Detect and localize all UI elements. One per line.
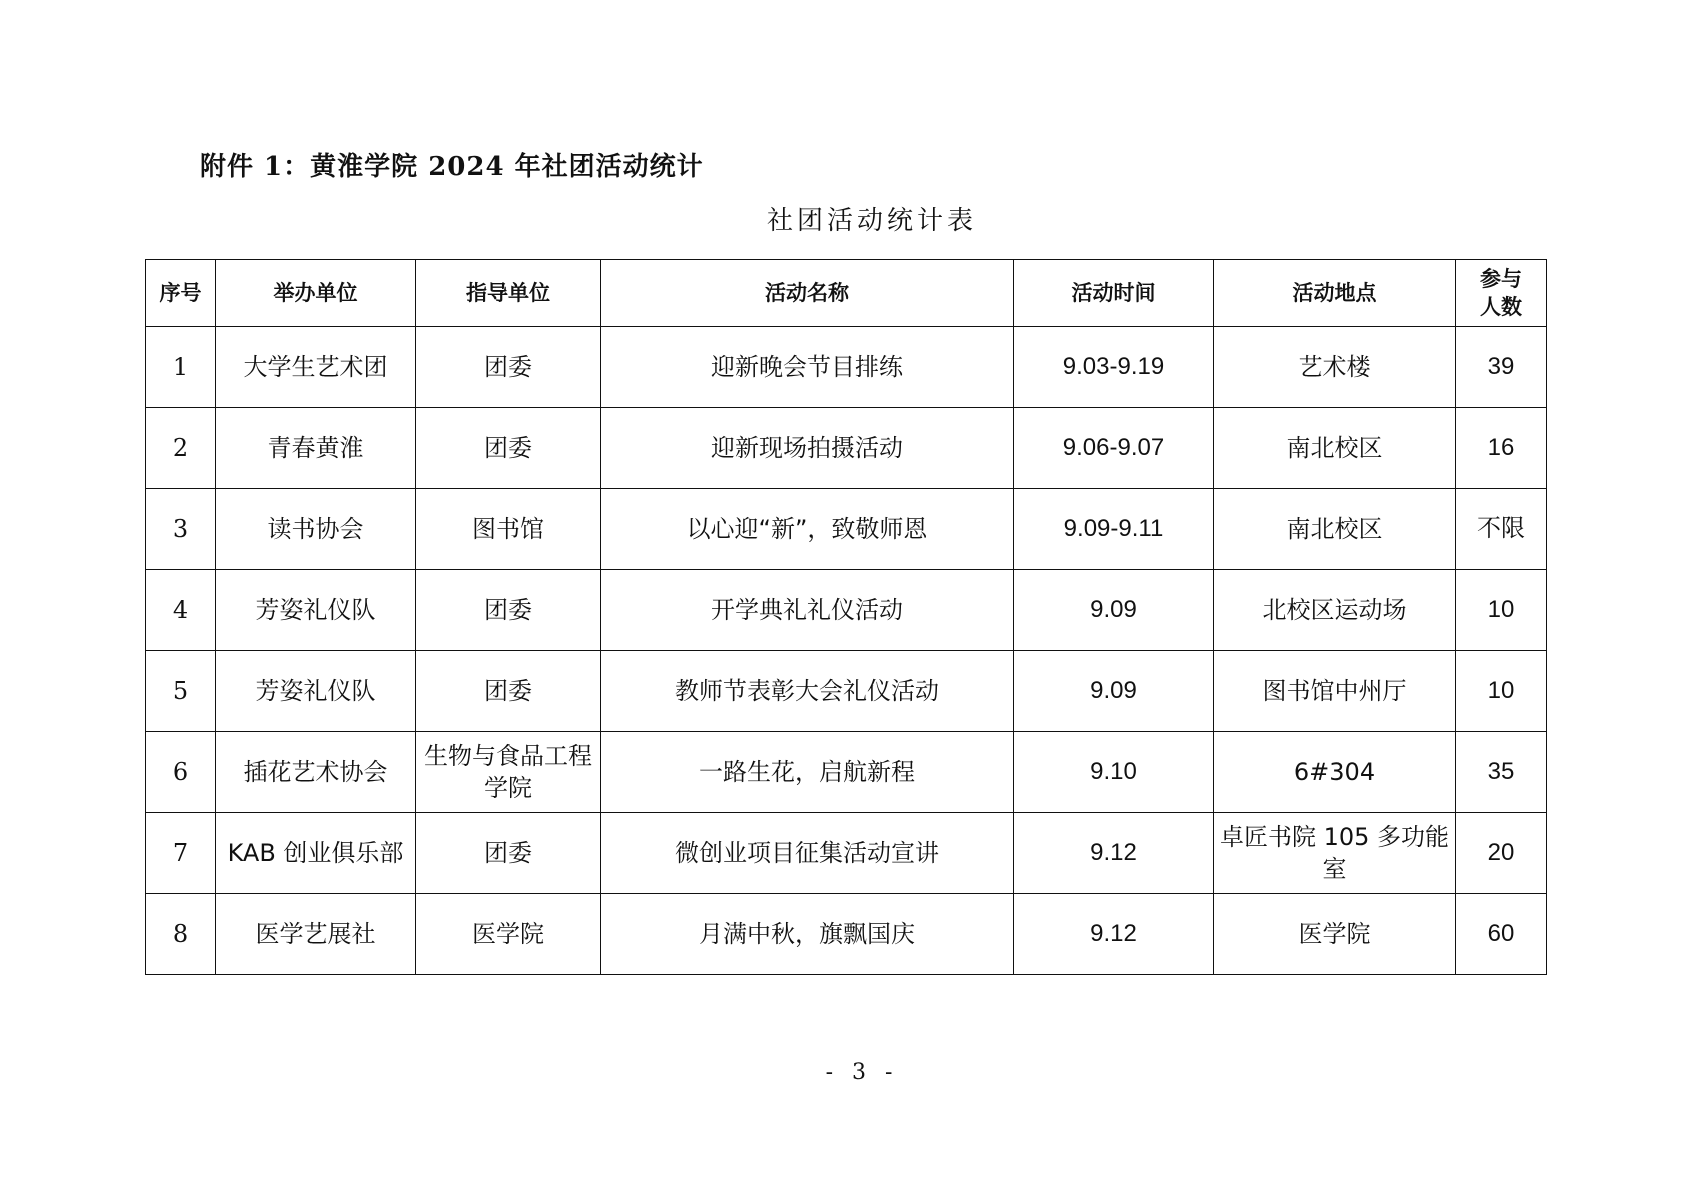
cell-index: 6 xyxy=(146,732,216,813)
cell-activity-name: 迎新晚会节目排练 xyxy=(601,327,1014,408)
col-header-activity-time: 活动时间 xyxy=(1014,260,1214,327)
cell-participants: 35 xyxy=(1456,732,1547,813)
table-header-row xyxy=(146,260,1547,327)
cell-activity-time: 9.10 xyxy=(1014,732,1214,813)
cell-activity-location: 医学院 xyxy=(1214,894,1456,975)
cell-supervisor: 团委 xyxy=(416,408,601,489)
page-number: - 3 - xyxy=(825,1060,899,1085)
cell-activity-time: 9.03-9.19 xyxy=(1014,327,1214,408)
cell-organizer: 大学生艺术团 xyxy=(216,327,416,408)
cell-supervisor: 生物与食品工程学院 xyxy=(416,732,601,813)
cell-activity-name: 以心迎“新”，致敬师恩 xyxy=(601,489,1014,570)
cell-activity-location: 南北校区 xyxy=(1214,489,1456,570)
cell-activity-name: 月满中秋，旗飘国庆 xyxy=(601,894,1014,975)
cell-activity-name: 迎新现场拍摄活动 xyxy=(601,408,1014,489)
cell-activity-time: 9.12 xyxy=(1014,894,1214,975)
col-header-supervisor: 指导单位 xyxy=(416,260,601,327)
cell-organizer: 芳姿礼仪队 xyxy=(216,570,416,651)
cell-activity-name: 微创业项目征集活动宣讲 xyxy=(601,813,1014,894)
cell-activity-time: 9.09 xyxy=(1014,570,1214,651)
table-row xyxy=(146,489,1547,570)
table-title: 社团活动统计表 xyxy=(766,206,977,236)
table-row xyxy=(146,732,1547,813)
cell-participants: 20 xyxy=(1456,813,1547,894)
cell-index: 1 xyxy=(146,327,216,408)
cell-index: 8 xyxy=(146,894,216,975)
table-row xyxy=(146,408,1547,489)
cell-index: 5 xyxy=(146,651,216,732)
table-body xyxy=(146,327,1547,975)
cell-activity-location: 南北校区 xyxy=(1214,408,1456,489)
cell-organizer: 读书协会 xyxy=(216,489,416,570)
cell-participants: 不限 xyxy=(1456,489,1547,570)
cell-supervisor: 图书馆 xyxy=(416,489,601,570)
cell-organizer: 青春黄淮 xyxy=(216,408,416,489)
cell-activity-time: 9.06-9.07 xyxy=(1014,408,1214,489)
col-header-index: 序号 xyxy=(146,260,216,327)
cell-activity-location: 艺术楼 xyxy=(1214,327,1456,408)
cell-supervisor: 团委 xyxy=(416,327,601,408)
cell-activity-location: 北校区运动场 xyxy=(1214,570,1456,651)
cell-activity-name: 一路生花，启航新程 xyxy=(601,732,1014,813)
cell-index: 3 xyxy=(146,489,216,570)
activity-stats-table xyxy=(145,259,1547,975)
cell-index: 2 xyxy=(146,408,216,489)
cell-organizer: 芳姿礼仪队 xyxy=(216,651,416,732)
col-header-participants: 参与人数 xyxy=(1456,260,1547,327)
table-row xyxy=(146,570,1547,651)
cell-supervisor: 团委 xyxy=(416,651,601,732)
cell-activity-location: 图书馆中州厅 xyxy=(1214,651,1456,732)
cell-organizer: KAB 创业俱乐部 xyxy=(216,813,416,894)
table-row xyxy=(146,327,1547,408)
table-row xyxy=(146,813,1547,894)
cell-supervisor: 医学院 xyxy=(416,894,601,975)
cell-activity-time: 9.09-9.11 xyxy=(1014,489,1214,570)
cell-index: 7 xyxy=(146,813,216,894)
cell-participants: 39 xyxy=(1456,327,1547,408)
cell-index: 4 xyxy=(146,570,216,651)
table-row xyxy=(146,894,1547,975)
col-header-activity-name: 活动名称 xyxy=(601,260,1014,327)
cell-activity-location: 6#304 xyxy=(1214,732,1456,813)
cell-participants: 10 xyxy=(1456,651,1547,732)
cell-activity-name: 教师节表彰大会礼仪活动 xyxy=(601,651,1014,732)
document-heading: 附件 1：黄淮学院 2024 年社团活动统计 xyxy=(200,152,704,182)
cell-activity-time: 9.12 xyxy=(1014,813,1214,894)
cell-supervisor: 团委 xyxy=(416,813,601,894)
cell-activity-time: 9.09 xyxy=(1014,651,1214,732)
col-header-organizer: 举办单位 xyxy=(216,260,416,327)
cell-participants: 10 xyxy=(1456,570,1547,651)
cell-organizer: 插花艺术协会 xyxy=(216,732,416,813)
col-header-activity-location: 活动地点 xyxy=(1214,260,1456,327)
cell-participants: 60 xyxy=(1456,894,1547,975)
table-row xyxy=(146,651,1547,732)
cell-organizer: 医学艺展社 xyxy=(216,894,416,975)
cell-activity-location: 卓匠书院 105 多功能室 xyxy=(1214,813,1456,894)
cell-supervisor: 团委 xyxy=(416,570,601,651)
cell-participants: 16 xyxy=(1456,408,1547,489)
cell-activity-name: 开学典礼礼仪活动 xyxy=(601,570,1014,651)
